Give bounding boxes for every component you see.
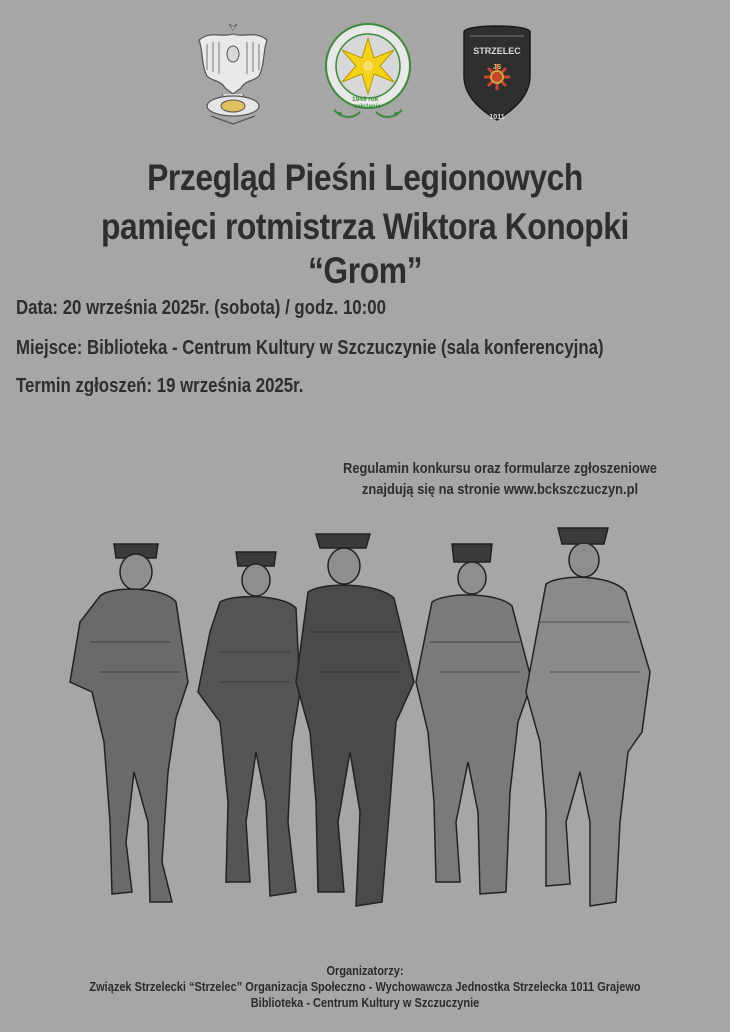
polish-eagle-emblem-icon bbox=[193, 20, 273, 126]
registration-deadline: Termin zgłoszeń: 19 września 2025r. bbox=[16, 374, 304, 397]
soldier-5-figure bbox=[526, 528, 650, 906]
logo-row bbox=[0, 20, 730, 130]
organizers-line2: Biblioteka - Centrum Kultury w Szczuczynie bbox=[250, 996, 480, 1010]
strzelec-name: STRZELEC bbox=[473, 46, 521, 56]
strzelec-initials: JS bbox=[492, 64, 502, 71]
soldier-1-figure bbox=[70, 544, 188, 902]
event-date: Data: 20 września 2025r. (sobota) / godz. 10:00 bbox=[16, 296, 386, 319]
regulations-line2: znajdują się na stronie www.bckszczuczyn.pl bbox=[361, 481, 639, 498]
organizers-section bbox=[44, 963, 686, 1011]
soldier-4-figure bbox=[416, 544, 532, 894]
event-place: Miejsce: Biblioteka - Centrum Kultury w Szczuczynie (sala konferencyjna) bbox=[16, 336, 604, 359]
organizers-heading: Organizatorzy: bbox=[326, 964, 404, 978]
soldier-3-figure bbox=[296, 534, 414, 906]
regulations-line1: Regulamin konkursu oraz formularze zgłoszeniowe bbox=[343, 460, 657, 477]
five-legionnaires-illustration bbox=[60, 522, 670, 932]
strzelec-shield-icon bbox=[458, 20, 536, 124]
soldier-2-figure bbox=[198, 552, 300, 896]
strzelec-unit-number: 1011 bbox=[489, 114, 505, 121]
library-founded: założenia bbox=[354, 104, 381, 110]
page-title-line2: pamięci rotmistrza Wiktora Konopki “Grom” bbox=[101, 206, 629, 291]
page-title-line1: Przegląd Pieśni Legionowych bbox=[147, 157, 583, 198]
organizers-line1: Związek Strzelecki “Strzelec” Organizacja Społeczno - Wychowawcza Jednostka Strzelecka 1011 Grajewo bbox=[89, 980, 641, 994]
regulations-note bbox=[328, 458, 672, 500]
library-year: 1949 rok bbox=[352, 96, 379, 103]
